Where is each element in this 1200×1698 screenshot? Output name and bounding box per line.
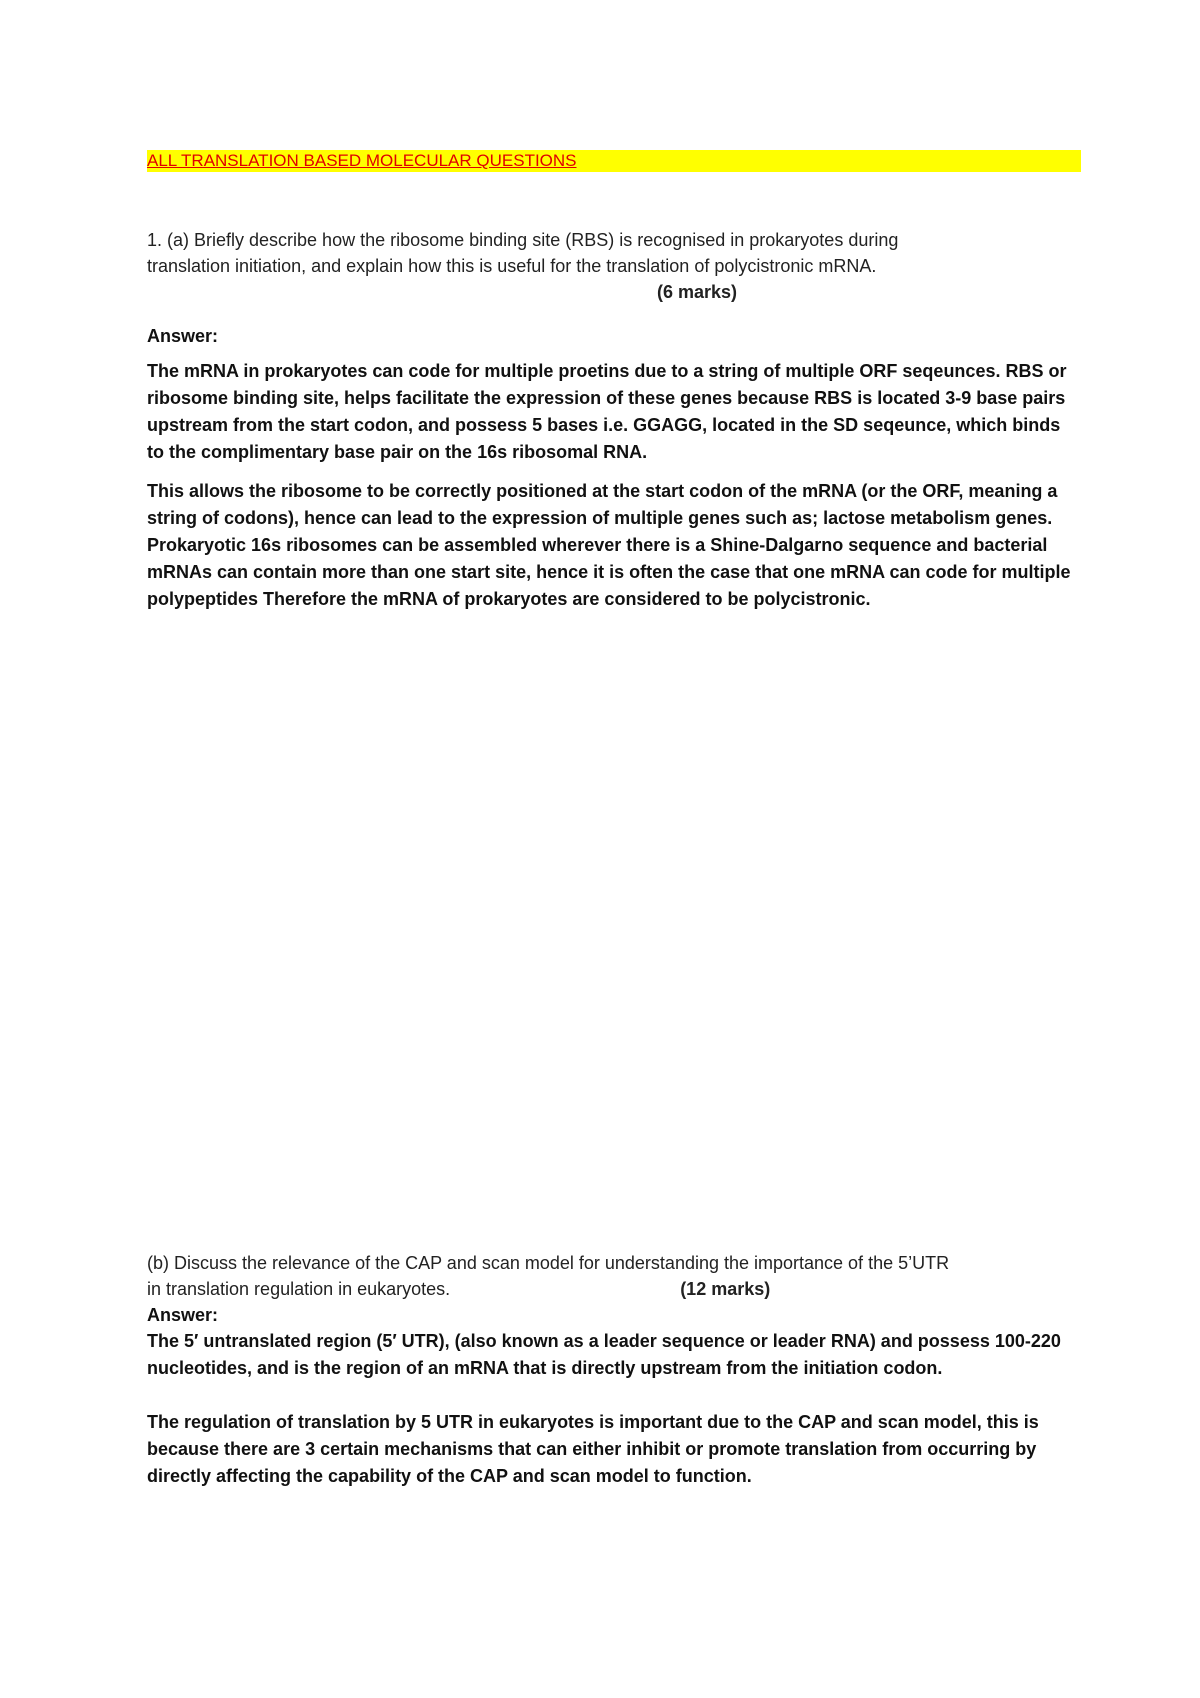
question-1a-line-1: 1. (a) Briefly describe how the ribosome binding site (RBS) is recognised in prokaryotes during [147, 230, 899, 250]
question-1b-line-2-wrap [147, 1276, 1077, 1302]
answer-1b-paragraph-2: The regulation of translation by 5 UTR in eukaryotes is important due to the CAP and scan model, this is because there are 3 certain mechanisms that can either inhibit or promote translation from occurring by directly affecting the capability of the CAP and scan model to function. [147, 1412, 1039, 1486]
question-1b-marks: (12 marks) [680, 1279, 771, 1299]
answer-1b-label: Answer: [147, 1305, 219, 1325]
question-1a-line-2: translation initiation, and explain how this is useful for the translation of polycistronic mRNA. [147, 256, 877, 276]
answer-1b-paragraph-1: The 5′ untranslated region (5′ UTR), (also known as a leader sequence or leader RNA) and possess 100-220 nucleotides, and is the region of an mRNA that is directly upstream from the initiation codon. [147, 1331, 1061, 1378]
answer-1a-paragraph-1: The mRNA in prokaryotes can code for multiple proetins due to a string of multiple ORF seqeunces. RBS or ribosome binding site, helps facilitate the expression of these genes because RBS is located 3-9 base pairs upstream from the start codon, and possess 5 bases i.e. GGAGG, located in the SD seqeunce, which binds to the complimentary base pair on the 16s ribosomal RNA. [147, 361, 1067, 462]
answer-1a-label: Answer: [147, 326, 219, 346]
question-1a-marks: (6 marks) [657, 282, 738, 302]
question-1a [147, 227, 1077, 305]
document-title: ALL TRANSLATION BASED MOLECULAR QUESTIONS [147, 150, 1081, 172]
question-1b [147, 1250, 1077, 1302]
answer-1a-paragraph-2: This allows the ribosome to be correctly positioned at the start codon of the mRNA (or the ORF, meaning a string of codons), hence can lead to the expression of multiple genes such as; lactose metabolism genes. Prokaryotic 16s ribosomes can be assembled wherever there is a Shine-Dalgarno sequence and bacterial mRNAs can contain more than one start site, hence it is often the case that one mRNA can code for multiple polypeptides Therefore the mRNA of prokaryotes are considered to be polycistronic. [147, 481, 1071, 609]
question-1b-line-1: (b) Discuss the relevance of the CAP and scan model for understanding the importance of the 5’UTR [147, 1253, 950, 1273]
question-1b-line-2: in translation regulation in eukaryotes. [147, 1279, 451, 1299]
